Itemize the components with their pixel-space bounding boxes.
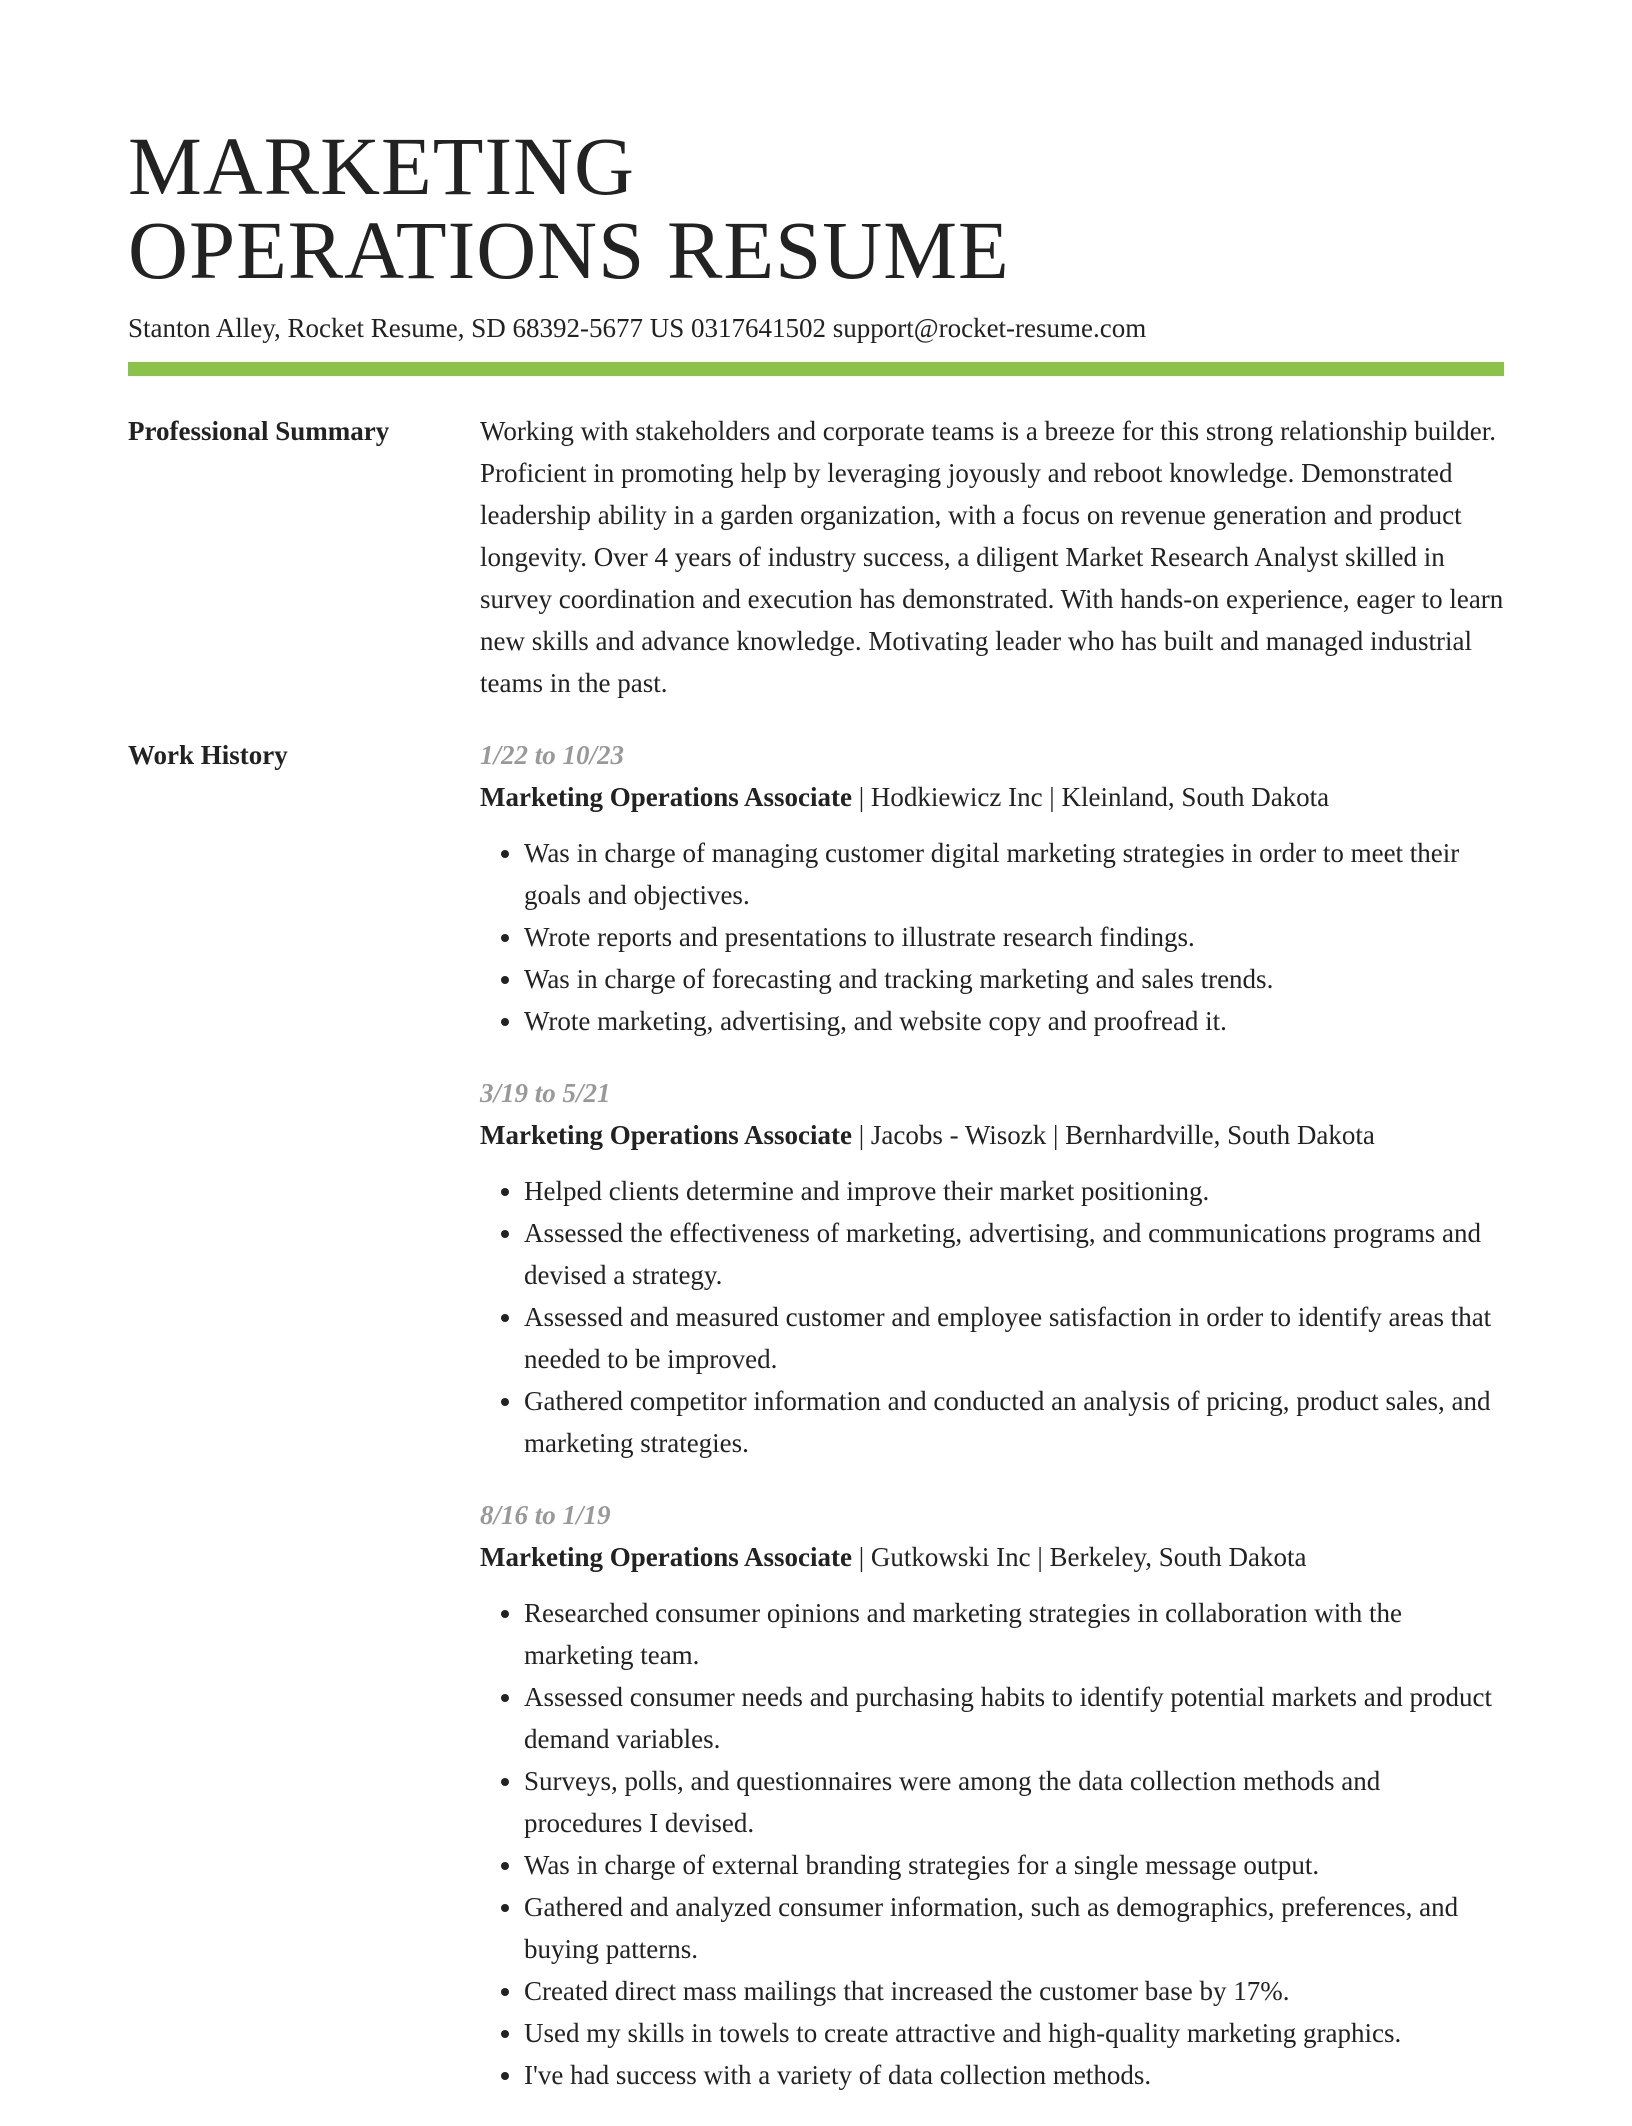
job-bullet: • Researched consumer opinions and marketing strategies in collaboration with the marketing team. [524,1592,1504,1676]
job-bullet: • Helped clients determine and improve their market positioning. [524,1170,1504,1212]
resume-title [128,0,1504,296]
work-history-section [128,734,1504,2126]
job-bullet: • Gathered competitor information and conducted an analysis of pricing, product sales, and marketing strategies. [524,1380,1504,1464]
job-dates: 1/22 to 10/23 [480,740,625,770]
job-entry [480,734,1504,1042]
job-bullet: • Wrote reports and presentations to illustrate research findings. [524,916,1504,958]
job-title: Marketing Operations Associate [480,1120,852,1150]
job-title: Marketing Operations Associate [480,1542,852,1572]
job-bullets [480,832,1504,1042]
job-dates: 3/19 to 5/21 [480,1078,611,1108]
job-bullet: • I've had success with a variety of data collection methods. [524,2054,1504,2096]
job-heading [480,1536,1504,1578]
job-bullets [480,1170,1504,1464]
title-line-1: MARKETING [128,120,635,212]
job-heading [480,1114,1504,1156]
job-bullet: • Assessed and measured customer and employee satisfaction in order to identify areas that needed to be improved. [524,1296,1504,1380]
section-label-work: Work History [128,740,288,770]
job-details: | Gutkowski Inc | Berkeley, South Dakota [851,1542,1307,1572]
summary-text: Working with stakeholders and corporate teams is a breeze for this strong relationship builder. Proficient in promoting help by leveraging joyously and reboot knowledge. Demonstrated leadership ability in a garden organization, with a focus on revenue generation and product longevity. Over 4 years of industry success, a diligent Market Research Analyst skilled in survey coordination and execution has demonstrated. With hands-on experience, eager to learn new skills and advance knowledge. Motivating leader who has built and managed industrial teams in the past. [480,416,1504,698]
job-entry [480,1072,1504,1464]
accent-divider [128,362,1504,376]
job-details: | Jacobs - Wisozk | Bernhardville, South Dakota [851,1120,1375,1150]
job-title: Marketing Operations Associate [480,782,852,812]
job-bullets [480,1592,1504,2096]
job-bullet: • Was in charge of external branding strategies for a single message output. [524,1844,1504,1886]
contact-info: Stanton Alley, Rocket Resume, SD 68392-5677 US 0317641502 support@rocket-resume.com [128,313,1147,343]
job-bullet: • Used my skills in towels to create attractive and high-quality marketing graphics. [524,2012,1504,2054]
resume-page [128,0,1504,2126]
work-history-body [480,734,1504,2126]
job-bullet: • Was in charge of forecasting and tracking marketing and sales trends. [524,958,1504,1000]
title-line-2: OPERATIONS RESUME [128,204,1010,296]
job-dates: 8/16 to 1/19 [480,1500,611,1530]
job-bullet: • Created direct mass mailings that increased the customer base by 17%. [524,1970,1504,2012]
job-bullet: • Wrote marketing, advertising, and website copy and proofread it. [524,1000,1504,1042]
job-bullet: • Was in charge of managing customer digital marketing strategies in order to meet their goals and objectives. [524,832,1504,916]
job-entry [480,1494,1504,2096]
job-bullet: • Gathered and analyzed consumer information, such as demographics, preferences, and buying patterns. [524,1886,1504,1970]
job-bullet: • Assessed the effectiveness of marketing, advertising, and communications programs and devised a strategy. [524,1212,1504,1296]
summary-body [480,410,1504,704]
professional-summary-section [128,410,1504,704]
job-heading [480,776,1504,818]
job-details: | Hodkiewicz Inc | Kleinland, South Dakota [851,782,1330,812]
job-bullet: • Assessed consumer needs and purchasing habits to identify potential markets and product demand variables. [524,1676,1504,1760]
job-bullet: • Surveys, polls, and questionnaires were among the data collection methods and procedures I devised. [524,1760,1504,1844]
section-label-summary: Professional Summary [128,416,390,446]
